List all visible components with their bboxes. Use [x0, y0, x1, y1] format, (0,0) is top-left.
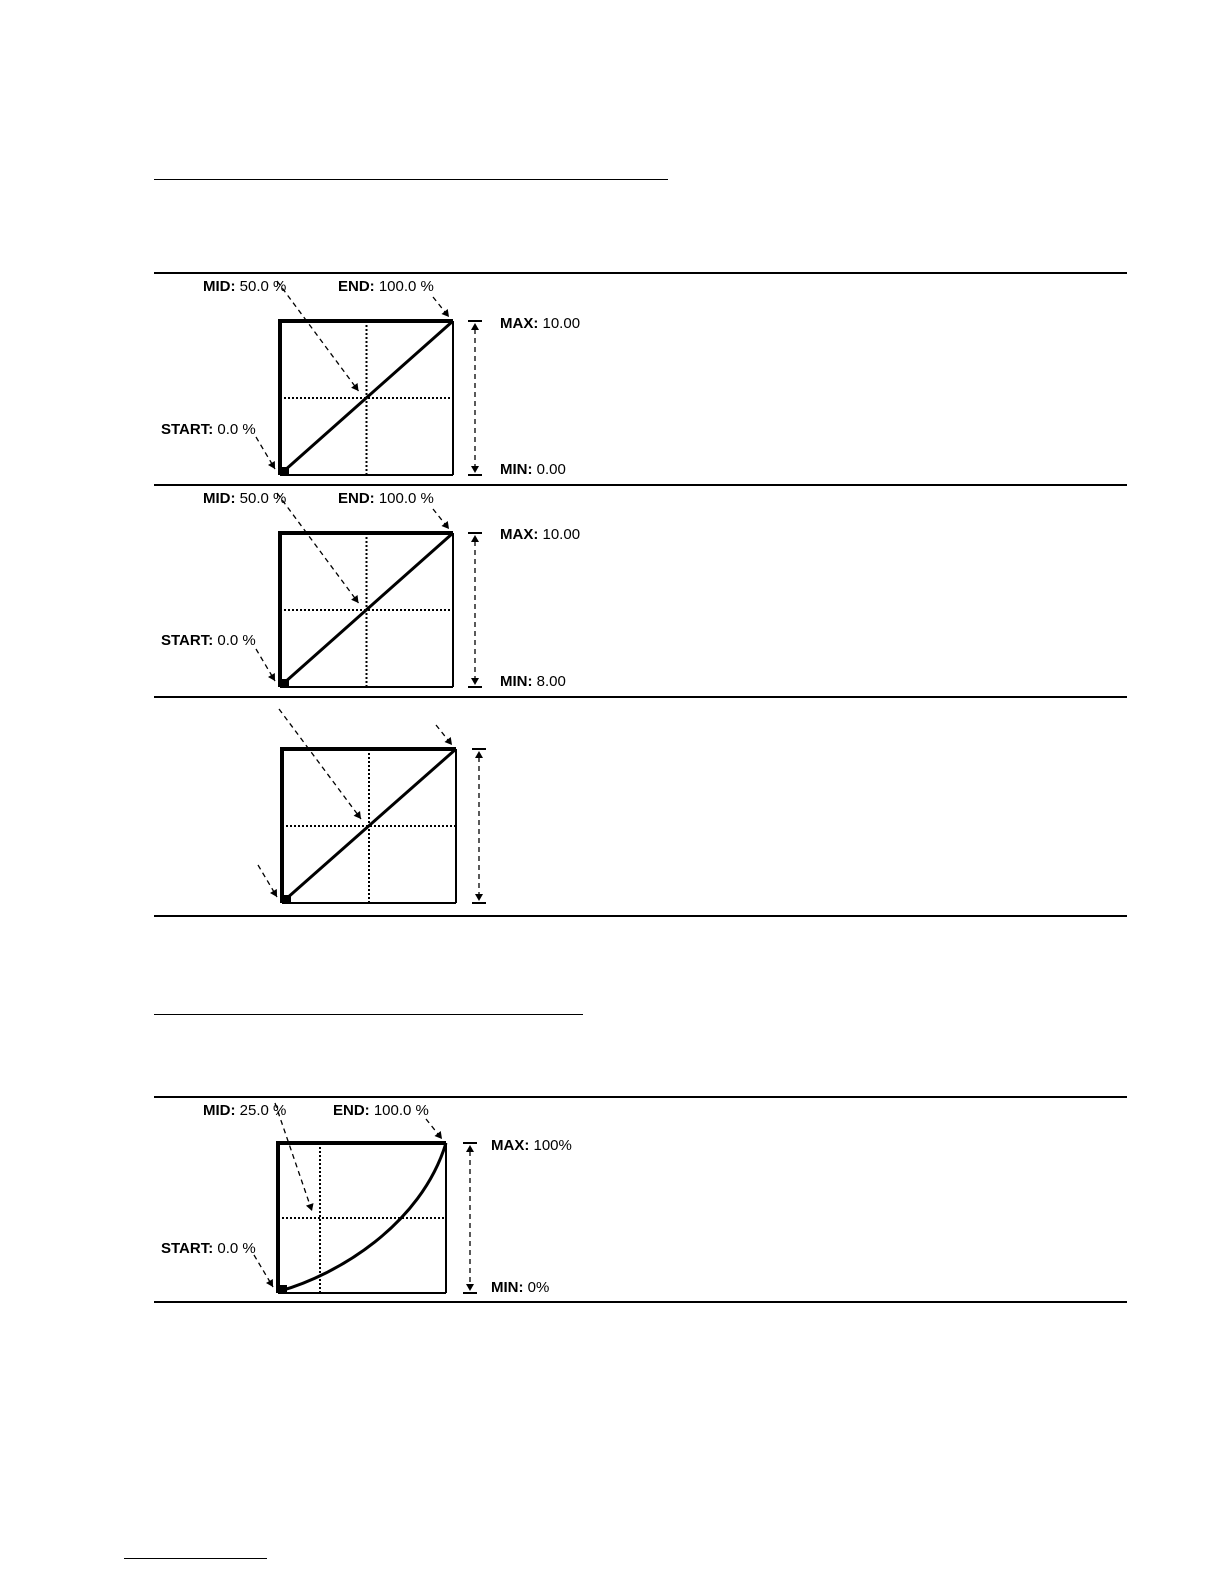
max-label: MAX: 100%	[491, 1137, 572, 1154]
min-label: MIN: 8.00	[500, 673, 566, 690]
start-label: START: 0.0 %	[161, 421, 256, 438]
start-point-marker	[277, 1285, 287, 1293]
min-label: MIN: 0.00	[500, 461, 566, 478]
start-label: START: 0.0 %	[161, 1240, 256, 1257]
mid-label: MID: 50.0 %	[203, 278, 287, 295]
range-arrow-down	[466, 1284, 474, 1291]
end-label: END: 100.0 %	[333, 1102, 429, 1119]
end-label: END: 100.0 %	[338, 278, 434, 295]
min-label: MIN: 0%	[491, 1279, 550, 1296]
max-label: MAX: 10.00	[500, 315, 581, 332]
mid-label: MID: 25.0 %	[203, 1102, 287, 1119]
range-arrow-up	[466, 1145, 474, 1152]
mid-label: MID: 50.0 %	[203, 490, 287, 507]
max-label: MAX: 10.00	[500, 526, 581, 543]
start-label: START: 0.0 %	[161, 632, 256, 649]
end-label: END: 100.0 %	[338, 490, 434, 507]
mid-leader-arrow-head	[306, 1203, 314, 1211]
end-leader-arrow-head	[435, 1131, 442, 1139]
